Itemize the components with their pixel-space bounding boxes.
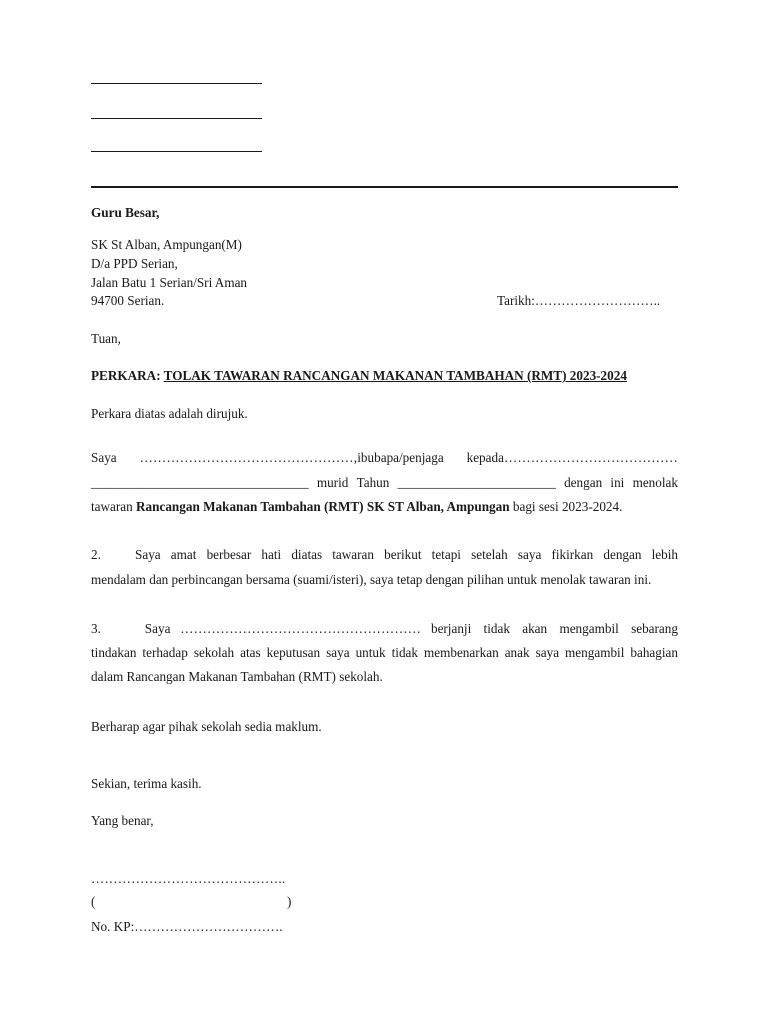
sender-line-3 (91, 151, 262, 152)
greeting: Tuan, (91, 331, 121, 346)
ic-number-field: No. KP:……………………………. (91, 919, 283, 934)
para2-number: 2. (91, 547, 101, 562)
para1-line-2 (91, 476, 678, 489)
para2-line-1 (91, 548, 678, 561)
para2-line-1-text: Saya amat berbesar hati diatas tawaran berikut tetapi setelah saya fikirkan dengan lebih (135, 547, 678, 562)
para1-programme: Rancangan Makanan Tambahan (RMT) SK ST Alban, Ampungan (136, 499, 510, 514)
para1-name-dots: …………………………………………, (139, 450, 358, 465)
date-field: Tarikh:……………………….. (497, 293, 661, 308)
para3-number: 3. (91, 621, 101, 636)
subject-line (91, 369, 627, 382)
subject-text: TOLAK TAWARAN RANCANGAN MAKANAN TAMBAHAN (RMT) 2023-2024 (163, 368, 627, 383)
para3-line-2: tindakan terhadap sekolah atas keputusan saya untuk tidak membenarkan anak saya mengambil bahagian (91, 645, 678, 660)
para1-year-blank: ________________________ (397, 475, 556, 490)
recipient-address-line-1: SK St Alban, Ampungan(M) (91, 237, 242, 252)
para1-tahun: Tahun (356, 475, 390, 490)
para1-menolak: menolak (632, 475, 678, 490)
hope-text: Berharap agar pihak sekolah sedia maklum. (91, 719, 322, 734)
name-open-paren: ( (91, 894, 96, 909)
name-close-paren: ) (287, 894, 292, 909)
para1-name-group (140, 451, 444, 464)
closing-text: Sekian, terima kasih. (91, 776, 202, 791)
sender-line-1 (91, 83, 262, 84)
recipient-address-line-2: D/a PPD Serian, (91, 256, 178, 271)
para1-dengan: dengan (564, 475, 603, 490)
para1-kepada-group (467, 451, 678, 464)
para1-ini: ini (610, 475, 625, 490)
para2-line-2: mendalam dan perbincangan bersama (suami/isteri), saya tetap dengan pilihan untuk menolak tawaran ini. (91, 572, 652, 587)
intro-text: Perkara diatas adalah dirujuk. (91, 406, 248, 421)
para3-line-3: dalam Rancangan Makanan Tambahan (RMT) sekolah. (91, 669, 383, 684)
para3-saya: Saya (144, 621, 171, 636)
para1-student-blank: _________________________________ (91, 475, 309, 490)
subject-prefix: PERKARA: (91, 368, 161, 383)
signature-dots: …………………………………….. (91, 871, 286, 886)
recipient-address-line-3: Jalan Batu 1 Serian/Sri Aman (91, 275, 248, 290)
recipient-address-line-4: 94700 Serian. (91, 293, 165, 308)
para1-kepada: kepada (466, 450, 504, 465)
recipient-title: Guru Besar, (91, 205, 160, 220)
para1-role: ibubapa/penjaga (357, 450, 444, 465)
sender-line-2 (91, 118, 262, 119)
para1-tawaran: tawaran (91, 499, 133, 514)
yours-text: Yang benar, (91, 813, 154, 828)
para1-line-3 (91, 500, 622, 513)
para3-line-1 (91, 622, 678, 635)
para1-kepada-dots: ………………………………… (503, 450, 678, 465)
para1-saya: Saya (91, 450, 117, 465)
para3-dots: ……………………………………………… (180, 621, 422, 636)
para1-session: bagi sesi 2023-2024. (512, 499, 623, 514)
header-divider (91, 186, 678, 188)
para3-line-1-rest: berjanji tidak akan mengambil sebarang (430, 621, 678, 636)
para1-murid: murid (316, 475, 349, 490)
para1-line-1 (91, 451, 678, 464)
